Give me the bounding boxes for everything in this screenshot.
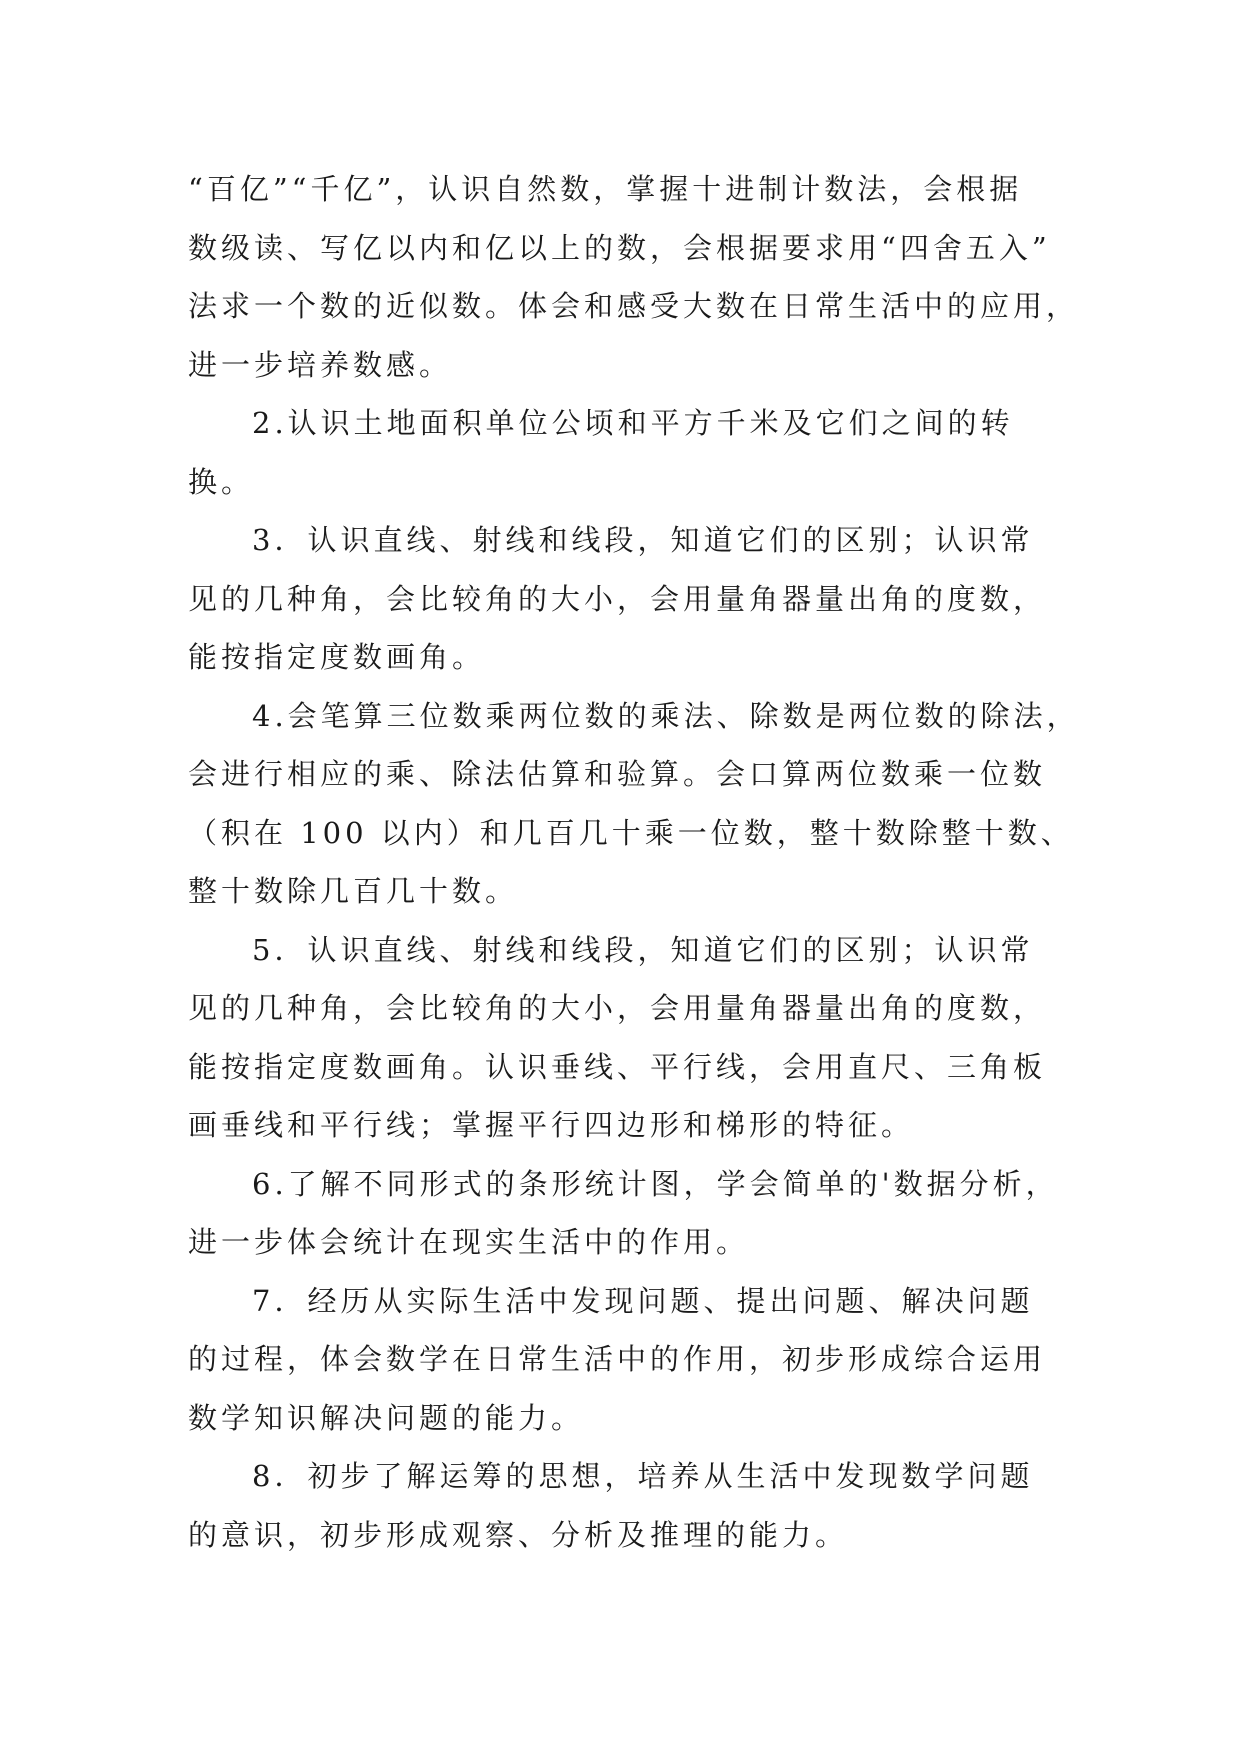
document-body bbox=[188, 160, 1088, 1564]
text-line: 换。 bbox=[188, 464, 255, 499]
text-line: 3．认识直线、射线和线段，知道它们的区别；认识常 bbox=[252, 523, 1034, 557]
text-line: “百亿”“千亿”，认识自然数，掌握十进制计数法，会根据 bbox=[188, 172, 1023, 206]
text-line: 画垂线和平行线；掌握平行四边形和梯形的特征。 bbox=[188, 1108, 915, 1142]
paragraph-4 bbox=[188, 687, 1088, 921]
text-line: 进一步体会统计在现实生活中的作用。 bbox=[188, 1225, 750, 1259]
text-line: 的过程，体会数学在日常生活中的作用，初步形成综合运用 bbox=[188, 1342, 1047, 1376]
text-line: 能按指定度数画角。认识垂线、平行线，会用直尺、三角板 bbox=[188, 1049, 1047, 1084]
paragraph-5 bbox=[188, 921, 1088, 1155]
text-line: 8．初步了解运筹的思想，培养从生活中发现数学问题 bbox=[252, 1459, 1034, 1493]
text-line: 2.认识土地面积单位公顷和平方千米及它们之间的转 bbox=[252, 406, 1014, 440]
paragraph-2 bbox=[188, 394, 1088, 511]
text-line: （积在 100 以内）和几百几十乘一位数，整十数除整十数、 bbox=[188, 815, 1074, 850]
text-line: 整十数除几百几十数。 bbox=[188, 874, 519, 908]
text-line: 法求一个数的近似数。体会和感受大数在日常生活中的应用， bbox=[188, 289, 1080, 323]
paragraph-8 bbox=[188, 1447, 1088, 1564]
text-line: 见的几种角，会比较角的大小，会用量角器量出角的度数， bbox=[188, 581, 1047, 616]
paragraph-7 bbox=[188, 1272, 1088, 1448]
text-line: 进一步培养数感。 bbox=[188, 347, 453, 382]
text-line: 见的几种角，会比较角的大小，会用量角器量出角的度数， bbox=[188, 991, 1047, 1025]
paragraph-1 bbox=[188, 160, 1088, 394]
text-line: 会进行相应的乘、除法估算和验算。会口算两位数乘一位数 bbox=[188, 757, 1047, 791]
paragraph-3 bbox=[188, 511, 1088, 687]
text-line: 6.了解不同形式的条形统计图，学会简单的'数据分析， bbox=[252, 1166, 1059, 1201]
text-line: 的意识，初步形成观察、分析及推理的能力。 bbox=[188, 1517, 849, 1552]
text-line: 5．认识直线、射线和线段，知道它们的区别；认识常 bbox=[252, 932, 1034, 967]
text-line: 数级读、写亿以内和亿以上的数，会根据要求用“四舍五入” bbox=[188, 230, 1051, 265]
paragraph-6 bbox=[188, 1155, 1088, 1272]
text-line: 7．经历从实际生活中发现问题、提出问题、解决问题 bbox=[252, 1283, 1034, 1318]
text-line: 4.会笔算三位数乘两位数的乘法、除数是两位数的除法， bbox=[252, 698, 1080, 733]
text-line: 数学知识解决问题的能力。 bbox=[188, 1400, 585, 1435]
text-line: 能按指定度数画角。 bbox=[188, 640, 486, 674]
